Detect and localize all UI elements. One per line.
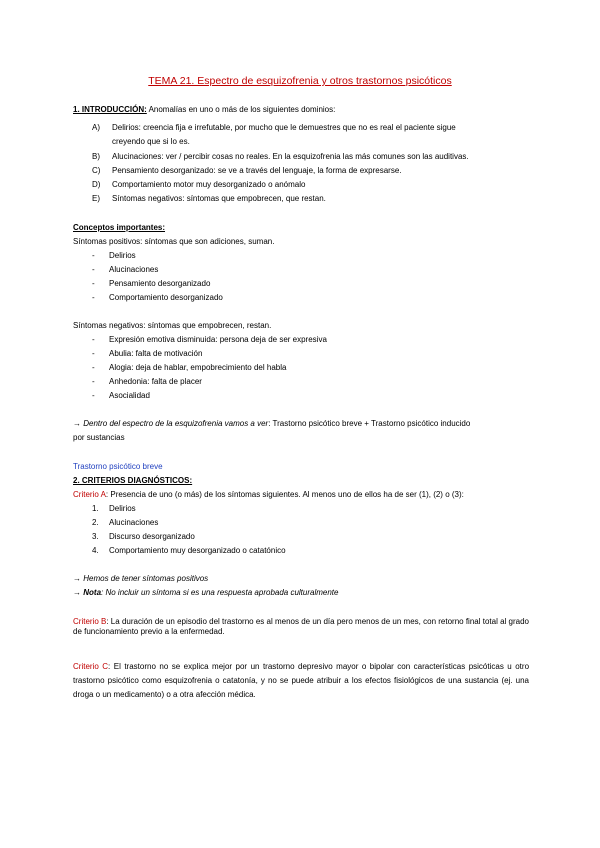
dash-marker: - bbox=[92, 265, 95, 274]
negative-item bbox=[92, 349, 202, 359]
criterio-a-item bbox=[92, 504, 136, 514]
criterio-item-text: Comportamiento muy desorganizado o catatónico bbox=[109, 546, 286, 555]
criterio-item-marker: 2. bbox=[92, 518, 99, 527]
intro-item-marker: E) bbox=[92, 194, 100, 203]
intro-item-marker: D) bbox=[92, 180, 101, 189]
intro-item-c bbox=[92, 166, 402, 176]
intro-item-b bbox=[92, 152, 469, 162]
positive-item bbox=[92, 265, 158, 275]
positive-symptoms-title: Síntomas positivos: síntomas que son adiciones, suman. bbox=[73, 237, 275, 246]
positive-item-text: Comportamiento desorganizado bbox=[109, 293, 223, 302]
negative-item bbox=[92, 363, 286, 373]
negative-item-text: Anhedonia: falta de placer bbox=[109, 377, 202, 386]
negative-item-text: Abulia: falta de motivación bbox=[109, 349, 203, 358]
dash-marker: - bbox=[92, 279, 95, 288]
negative-item bbox=[92, 377, 202, 387]
spectrum-note bbox=[73, 419, 470, 429]
spectrum-note-continued: por sustancias bbox=[73, 433, 125, 442]
note-label: Nota bbox=[83, 588, 102, 597]
criterio-a-text: : Presencia de uno (o más) de los síntomas siguientes. Al menos uno de ellos ha de ser (1), (2) o (3): bbox=[105, 490, 464, 499]
intro-line bbox=[73, 105, 335, 115]
intro-item-text: Alucinaciones: ver / percibir cosas no reales. En la esquizofrenia las más comunes son las auditivas. bbox=[112, 152, 469, 161]
criterio-a-item bbox=[92, 518, 158, 528]
intro-item-text: Comportamiento motor muy desorganizado o anómalo bbox=[112, 180, 306, 189]
criterio-item-marker: 3. bbox=[92, 532, 99, 541]
criterio-c bbox=[73, 660, 529, 702]
intro-item-marker: B) bbox=[92, 152, 100, 161]
intro-item-a-continued: creyendo que si lo es. bbox=[112, 137, 190, 146]
negative-item-text: Asocialidad bbox=[109, 391, 150, 400]
intro-item-marker: A) bbox=[92, 123, 100, 132]
intro-item-marker: C) bbox=[92, 166, 101, 175]
criterio-item-marker: 4. bbox=[92, 546, 99, 555]
dash-marker: - bbox=[92, 363, 95, 372]
criterio-item-marker: 1. bbox=[92, 504, 99, 513]
spectrum-note-italic: → Dentro del espectro de la esquizofrenia vamos a ver bbox=[73, 419, 269, 428]
note-text: : No incluir un síntoma si es una respuesta aprobada culturalmente bbox=[101, 588, 339, 597]
spectrum-note-text: : Trastorno psicótico breve + Trastorno psicótico inducido bbox=[268, 419, 471, 428]
dash-marker: - bbox=[92, 293, 95, 302]
criterio-c-text: : El trastorno no se explica mejor por un trastorno depresivo mayor o bipolar con características psicóticas u otro trastorno psicótico como esquizofrenia o catatonía, y no se puede atribuir a los efectos fisiológicos de una sustancia (ej. una droga o un medicamento) o a otra afección médica. bbox=[73, 662, 530, 699]
note-arrow: → bbox=[73, 588, 84, 597]
negative-item bbox=[92, 335, 327, 345]
criterio-a-item bbox=[92, 546, 286, 556]
intro-item-text: Delirios: creencia fija e irrefutable, por mucho que le demuestres que no es real el paciente sigue bbox=[112, 123, 456, 132]
intro-heading: 1. INTRODUCCIÓN: bbox=[73, 105, 147, 114]
criterio-b-text: : La duración de un episodio del trastorno es al menos de un día pero menos de un mes, con retorno final total al grado de funcionamiento previo a la enfermedad. bbox=[73, 617, 529, 636]
negative-item bbox=[92, 391, 150, 401]
document-title: TEMA 21. Espectro de esquizofrenia y otros trastornos psicóticos bbox=[148, 75, 452, 87]
criterio-a-item bbox=[92, 532, 195, 542]
criterio-item-text: Delirios bbox=[109, 504, 136, 513]
breve-heading: Trastorno psicótico breve bbox=[73, 462, 163, 471]
negative-item-text: Alogia: deja de hablar, empobrecimiento del habla bbox=[109, 363, 287, 372]
intro-item-a bbox=[92, 123, 456, 133]
negative-symptoms-title: Síntomas negativos: síntomas que empobrecen, restan. bbox=[73, 321, 272, 330]
positive-item bbox=[92, 251, 136, 261]
dash-marker: - bbox=[92, 349, 95, 358]
negative-item-text: Expresión emotiva disminuida: persona deja de ser expresiva bbox=[109, 335, 327, 344]
positive-item-text: Pensamiento desorganizado bbox=[109, 279, 211, 288]
positive-item bbox=[92, 279, 210, 289]
criterio-c-label: Criterio C bbox=[73, 662, 109, 671]
note-cultural bbox=[73, 588, 338, 598]
criterio-b-label: Criterio B bbox=[73, 617, 107, 626]
criterio-a-label: Criterio A bbox=[73, 490, 106, 499]
intro-item-e bbox=[92, 194, 326, 204]
positive-item-text: Alucinaciones bbox=[109, 265, 159, 274]
dash-marker: - bbox=[92, 335, 95, 344]
intro-text: Anomalías en uno o más de los siguientes dominios: bbox=[146, 105, 336, 114]
positive-item-text: Delirios bbox=[109, 251, 136, 260]
criterio-b bbox=[73, 617, 529, 637]
intro-item-text: Pensamiento desorganizado: se ve a través del lenguaje, la forma de expresarse. bbox=[112, 166, 402, 175]
intro-item-d bbox=[92, 180, 305, 190]
concepts-heading: Conceptos importantes: bbox=[73, 223, 166, 232]
criterio-a bbox=[73, 490, 464, 500]
dash-marker: - bbox=[92, 377, 95, 386]
criterio-item-text: Alucinaciones bbox=[109, 518, 159, 527]
positive-item bbox=[92, 293, 223, 303]
intro-item-text: Síntomas negativos: síntomas que empobrecen, que restan. bbox=[112, 194, 326, 203]
criterio-item-text: Discurso desorganizado bbox=[109, 532, 195, 541]
dash-marker: - bbox=[92, 251, 95, 260]
criteria-heading: 2. CRITERIOS DIAGNÓSTICOS: bbox=[73, 476, 193, 485]
dash-marker: - bbox=[92, 391, 95, 400]
note-positive-symptoms: → Hemos de tener síntomas positivos bbox=[73, 574, 209, 583]
